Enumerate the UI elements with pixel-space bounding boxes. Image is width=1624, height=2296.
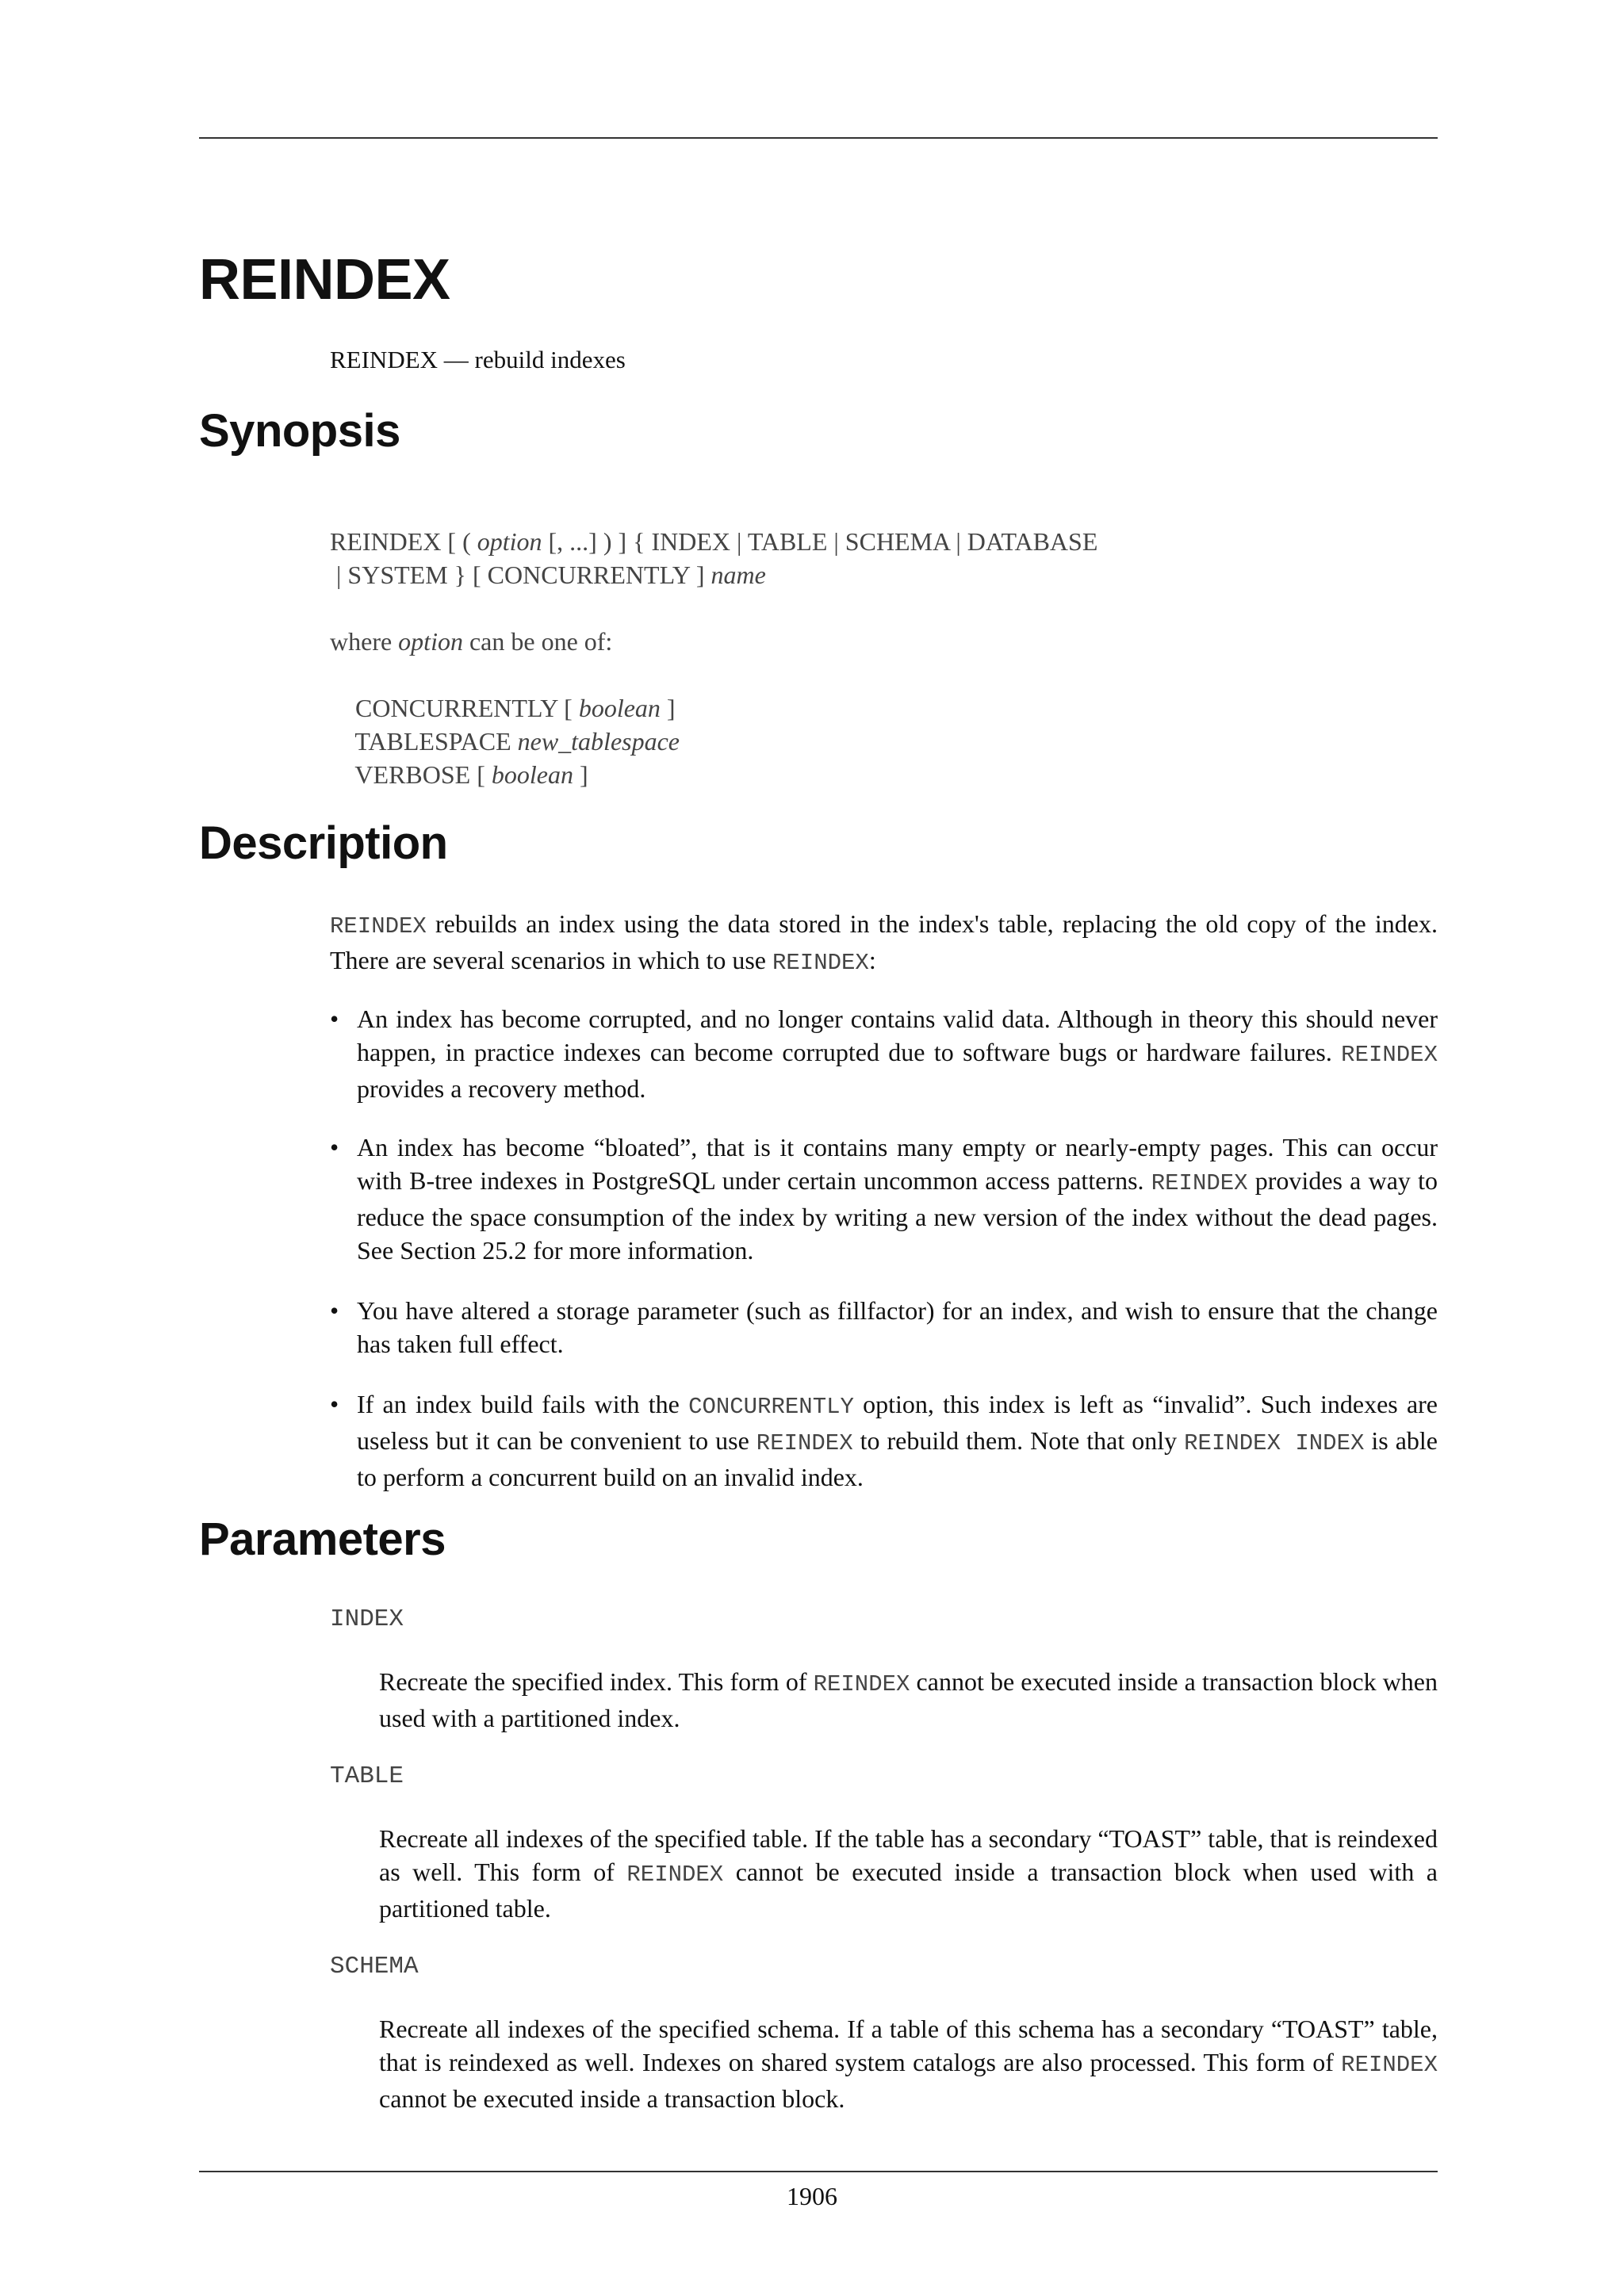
page-title: REINDEX — [199, 248, 450, 312]
list-item: • If an index build fails with the CONCURRENTLY option, this index is left as “invalid”. Such indexes are useless but it can be convenient to use REINDEX to rebuild them. Note that only REINDEX INDEX is able to perform a concurrent build on an invalid index. — [330, 1387, 1438, 1494]
param-def-schema: Recreate all indexes of the specified schema. If a table of this schema has a secondary “TOAST” table, that is reindexed as well. Indexes on shared system catalogs are also processed. This form of REINDEX cannot be executed inside a transaction block. — [379, 2015, 1438, 2113]
page-number: 1906 — [787, 2182, 837, 2210]
bullet-icon: • — [330, 1133, 339, 1161]
synopsis-where-line: where option can be one of: — [330, 627, 613, 656]
header-rule — [199, 137, 1438, 139]
param-def-index: Recreate the specified index. This form of REINDEX cannot be executed inside a transaction block when used with a partitioned index. — [379, 1667, 1438, 1732]
param-def-table: Recreate all indexes of the specified table. If the table has a secondary “TOAST” table, that is reindexed as well. This form of REINDEX cannot be executed inside a transaction block when used with a partitioned table. — [379, 1824, 1438, 1923]
parameters-heading: Parameters — [199, 1513, 446, 1565]
param-term-schema: SCHEMA — [330, 1953, 419, 1980]
synopsis-heading: Synopsis — [199, 405, 400, 457]
bullet-icon: • — [330, 1296, 339, 1325]
bullet-icon: • — [330, 1004, 339, 1033]
description-heading: Description — [199, 817, 448, 869]
synopsis-line-2: | SYSTEM } [ CONCURRENTLY ] name — [330, 561, 766, 589]
bullet-icon: • — [330, 1390, 339, 1418]
synopsis-option-verbose: VERBOSE [ boolean ] — [330, 760, 588, 789]
page-subtitle: REINDEX — rebuild indexes — [330, 346, 626, 373]
param-term-table: TABLE — [330, 1762, 404, 1790]
synopsis-option-concurrently: CONCURRENTLY [ boolean ] — [330, 694, 676, 722]
param-term-index: INDEX — [330, 1605, 404, 1633]
list-item: • You have altered a storage parameter (such as fillfactor) for an index, and wish to ensure that the change has taken full effect. — [330, 1294, 1438, 1360]
description-intro: REINDEX rebuilds an index using the data stored in the index's table, replacing the old copy of the index. There are several scenarios in which to use REINDEX: — [330, 909, 1438, 976]
synopsis-line-1: REINDEX [ ( option [, ...] ) ] { INDEX | TABLE | SCHEMA | DATABASE — [330, 527, 1098, 556]
synopsis-option-tablespace: TABLESPACE new_tablespace — [330, 727, 680, 756]
footer-rule — [199, 2171, 1438, 2172]
list-item: • An index has become corrupted, and no longer contains valid data. Although in theory this should never happen, in practice indexes can become corrupted due to software bugs or hardware failures. REINDEX provides a recovery method. — [330, 1002, 1438, 1105]
list-item: • An index has become “bloated”, that is it contains many empty or nearly-empty pages. This can occur with B-tree indexes in PostgreSQL under certain uncommon access patterns. REINDEX provides a way to reduce the space consumption of the index by writing a new version of the index without the dead pages. See Section 25.2 for more information. — [330, 1131, 1438, 1267]
